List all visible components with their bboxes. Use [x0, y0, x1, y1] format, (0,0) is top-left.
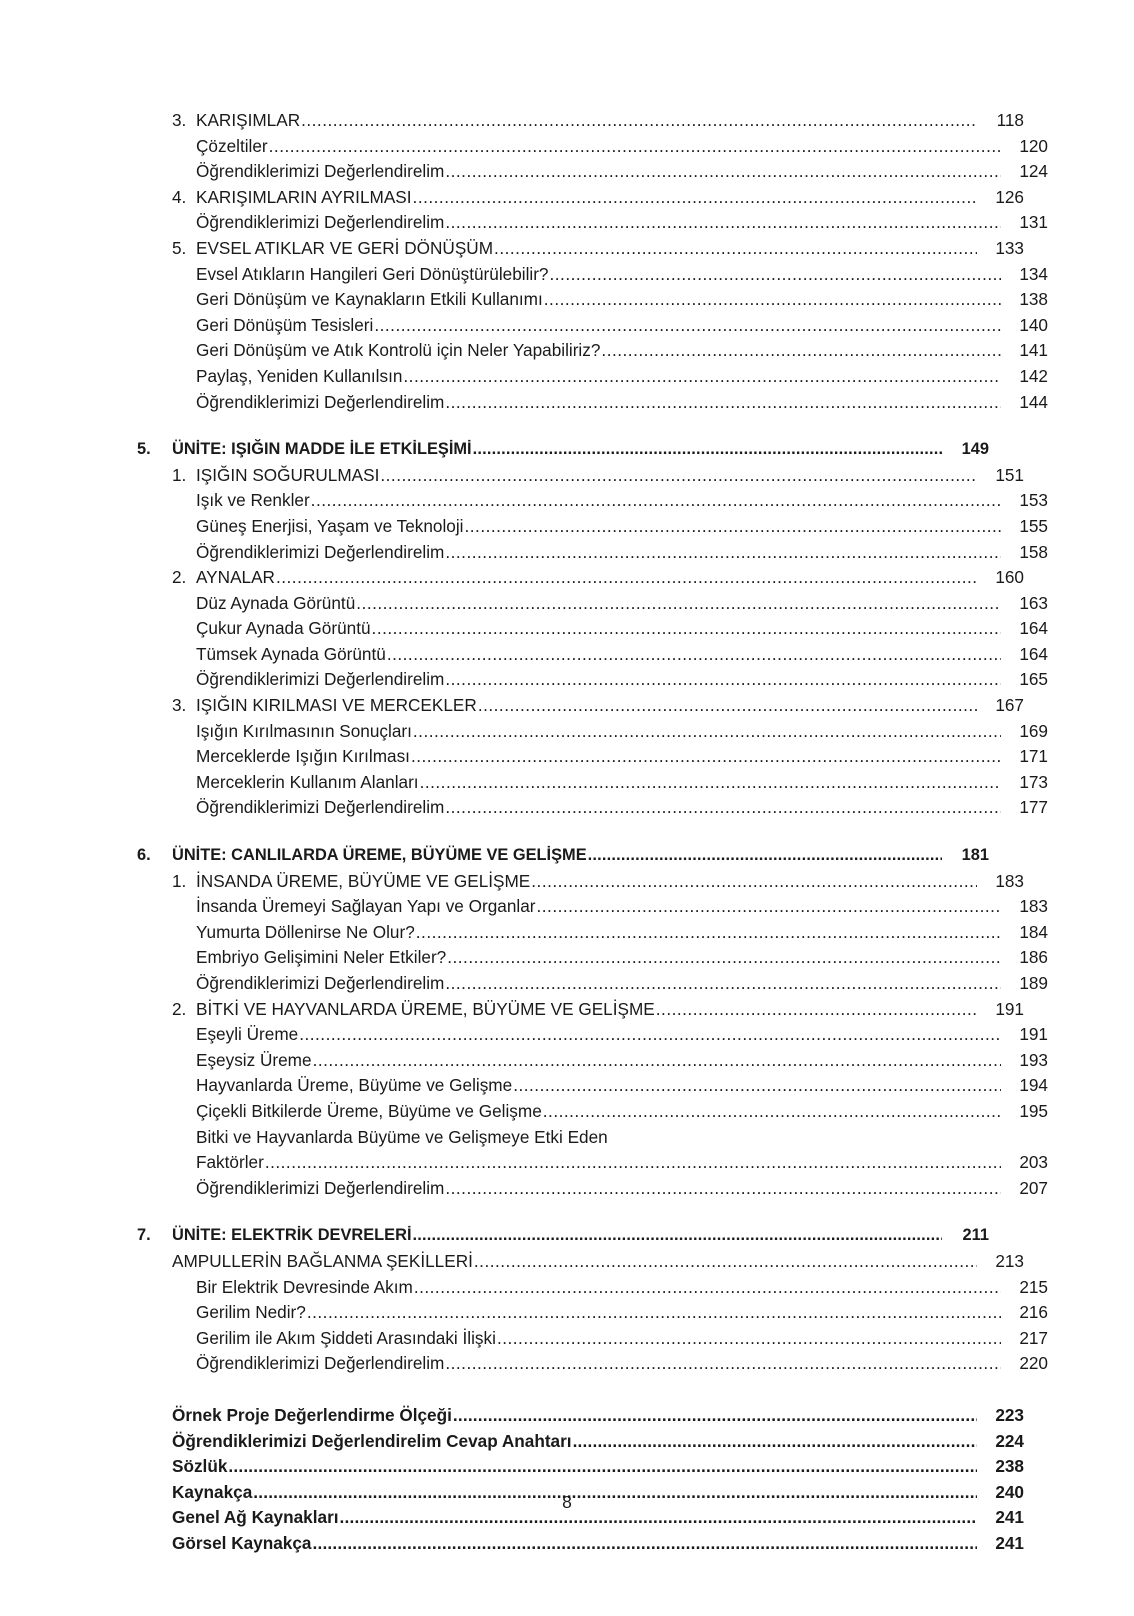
dot-leader: [311, 492, 1001, 509]
toc-entry-page-number: 134: [1019, 263, 1048, 284]
toc-entry[interactable]: [137, 945, 1048, 971]
toc-entry-number: 4.: [172, 186, 187, 207]
toc-entry[interactable]: [137, 565, 1024, 591]
toc-entry-label: Çözeltiler: [196, 135, 268, 156]
toc-entry[interactable]: [137, 463, 1024, 489]
toc-entry-number: 2.: [172, 998, 187, 1019]
dot-leader: [445, 163, 1001, 180]
toc-entry-label: Geri Dönüşüm ve Kaynakların Etkili Kullanımı: [196, 289, 543, 310]
dot-leader: [445, 975, 1001, 992]
toc-entry-label: Öğrendiklerimizi Değerlendirelim: [196, 541, 445, 562]
toc-entry-page-number: 213: [995, 1250, 1024, 1271]
toc-entry[interactable]: [137, 920, 1048, 946]
toc-entry[interactable]: [137, 795, 1048, 821]
toc-entry[interactable]: [137, 364, 1048, 390]
dot-leader: [478, 697, 977, 714]
dot-leader: [588, 847, 942, 863]
dot-leader: [513, 1077, 1001, 1094]
toc-entry[interactable]: [137, 719, 1048, 745]
toc-entry-page-number: 224: [995, 1430, 1024, 1451]
toc-entry-label: Öğrendiklerimizi Değerlendirelim: [196, 391, 445, 412]
dot-leader: [609, 1125, 1001, 1142]
section-spacer: [137, 1201, 989, 1223]
toc-entry-label: Bir Elektrik Devresinde Akım: [196, 1276, 413, 1297]
toc-entry[interactable]: [137, 770, 1048, 796]
toc-entry-page-number: 140: [1019, 314, 1048, 335]
toc-entry[interactable]: [137, 390, 1048, 416]
toc-entry-label: Evsel Atıkların Hangileri Geri Dönüştürülebilir?: [196, 263, 549, 284]
toc-entry-number: 5.: [137, 440, 151, 459]
toc-entry[interactable]: [137, 894, 1048, 920]
toc-entry-number: 5.: [172, 237, 187, 258]
toc-entry-label: Gerilim ile Akım Şiddeti Arasındaki İlişki: [196, 1327, 496, 1348]
dot-leader: [445, 394, 1001, 411]
toc-entry[interactable]: [137, 1099, 1048, 1125]
toc-entry-page-number: 195: [1019, 1100, 1048, 1121]
toc-entry-page-number: 165: [1019, 669, 1048, 690]
dot-leader: [269, 138, 1001, 155]
toc-entry[interactable]: [137, 210, 1048, 236]
dot-leader: [313, 1535, 978, 1552]
toc-entry-label: Işığın Kırılmasının Sonuçları: [196, 720, 412, 741]
toc-entry-number: 2.: [172, 567, 187, 588]
toc-entry[interactable]: [137, 488, 1048, 514]
toc-entry-label: Embriyo Gelişimini Neler Etkiler?: [196, 947, 447, 968]
toc-entry-label: Hayvanlarda Üreme, Büyüme ve Gelişme: [196, 1075, 513, 1096]
toc-entry-label: IŞIĞIN KIRILMASI VE MERCEKLER: [196, 695, 477, 716]
toc-entry[interactable]: [137, 185, 1024, 211]
toc-entry[interactable]: [137, 540, 1048, 566]
toc-entry-label: EVSEL ATIKLAR VE GERİ DÖNÜŞÜM: [196, 237, 494, 258]
toc-entry-label: KARIŞIMLAR: [196, 110, 301, 130]
dot-leader: [445, 799, 1001, 816]
toc-entry-page-number: 189: [1019, 973, 1048, 993]
dot-leader: [465, 518, 1002, 535]
toc-entry-label: Kaynakça: [172, 1481, 253, 1502]
toc-entry[interactable]: [137, 1454, 1024, 1480]
toc-entry[interactable]: [137, 1176, 1048, 1202]
dot-leader: [531, 873, 977, 890]
toc-entry[interactable]: [137, 1150, 1048, 1176]
dot-leader: [445, 671, 1001, 688]
dot-leader: [307, 1304, 1001, 1321]
toc-entry-page-number: 169: [1019, 720, 1048, 741]
toc-entry[interactable]: [137, 744, 1048, 770]
toc-entry-label: Sözlük: [172, 1456, 228, 1477]
toc-entry-page-number: 211: [962, 1226, 989, 1245]
toc-entry-label: Öğrendiklerimizi Değerlendirelim: [196, 797, 445, 818]
toc-entry-page-number: 191: [995, 998, 1024, 1019]
toc-entry-page-number: 155: [1019, 515, 1048, 536]
toc-entry[interactable]: [137, 1073, 1048, 1099]
toc-entry-page-number: 177: [1019, 797, 1048, 818]
dot-leader: [474, 1253, 977, 1270]
dot-leader: [445, 214, 1001, 231]
toc-entry-label: Işık ve Renkler: [196, 490, 310, 511]
dot-leader: [497, 1330, 1001, 1347]
dot-leader: [413, 1227, 943, 1243]
dot-leader: [494, 240, 977, 257]
toc-entry[interactable]: [137, 1429, 1024, 1455]
toc-entry-page-number: 120: [1019, 135, 1048, 156]
toc-entry-label: Öğrendiklerimizi Değerlendirelim: [196, 973, 445, 993]
dot-leader: [453, 1407, 977, 1424]
toc-entry-page-number: 118: [996, 110, 1024, 130]
toc-entry[interactable]: [137, 869, 1024, 895]
dot-leader: [601, 342, 1001, 359]
toc-entry-label: Güneş Enerjisi, Yaşam ve Teknoloji: [196, 515, 464, 536]
toc-entry[interactable]: [137, 693, 1024, 719]
toc-entry-page-number: 171: [1019, 746, 1048, 767]
dot-leader: [387, 646, 1001, 663]
toc-entry-page-number: 124: [1019, 161, 1048, 182]
toc-entry-label: Faktörler: [196, 1152, 264, 1173]
toc-entry-page-number: 220: [1019, 1353, 1048, 1374]
toc-entry-number: 1.: [172, 870, 187, 891]
toc-entry-page-number: 167: [995, 695, 1024, 716]
toc-entry-page-number: 160: [995, 567, 1024, 588]
toc-entry-label: Bitki ve Hayvanlarda Büyüme ve Gelişmeye Etki Eden: [196, 1126, 608, 1147]
dot-leader: [543, 1103, 1001, 1120]
toc-entry-label: Eşeysiz Üreme: [196, 1049, 312, 1070]
dot-leader: [313, 1052, 1001, 1069]
toc-entry-label: İNSANDA ÜREME, BÜYÜME VE GELİŞME: [196, 870, 531, 891]
toc-entry[interactable]: [137, 287, 1048, 313]
toc-entry-page-number: 173: [1019, 771, 1048, 792]
toc-entry-label: Gerilim Nedir?: [196, 1302, 306, 1323]
toc-entry-number: 3.: [172, 695, 187, 716]
toc-entry-number: 1.: [172, 464, 187, 485]
toc-entry-page-number: 144: [1019, 391, 1048, 412]
toc-entry-label: Öğrendiklerimizi Değerlendirelim: [196, 1353, 445, 1374]
dot-leader: [445, 544, 1001, 561]
toc-entry[interactable]: [137, 338, 1048, 364]
toc-entry-page-number: 151: [995, 464, 1024, 485]
toc-entry-page-number: 149: [961, 440, 989, 459]
toc-entry-number: 3.: [172, 110, 187, 130]
toc-entry-page-number: 183: [995, 870, 1024, 891]
dot-leader: [413, 189, 977, 206]
toc-entry[interactable]: [137, 1326, 1048, 1352]
toc-entry-page-number: 184: [1019, 921, 1048, 942]
toc-entry[interactable]: [137, 514, 1048, 540]
toc-entry-label: AMPULLERİN BAĞLANMA ŞEKİLLERİ: [172, 1250, 473, 1271]
toc-entry-page-number: 238: [995, 1456, 1024, 1477]
dot-leader: [445, 1355, 1001, 1372]
toc-entry[interactable]: [137, 134, 1048, 160]
toc-entry[interactable]: [137, 1048, 1048, 1074]
dot-leader: [411, 748, 1001, 765]
section-spacer: [137, 821, 989, 843]
toc-entry-label: Düz Aynada Görüntü: [196, 592, 356, 613]
toc-entry-page-number: 133: [995, 237, 1024, 258]
dot-leader: [403, 368, 1001, 385]
toc-entry-page-number: 241: [995, 1507, 1024, 1528]
toc-entry-page-number: 138: [1019, 289, 1048, 310]
dot-leader: [656, 1001, 977, 1018]
toc-entry-label: Çiçekli Bitkilerde Üreme, Büyüme ve Gelişme: [196, 1100, 542, 1121]
toc-entry[interactable]: [137, 1249, 1024, 1275]
toc-entry[interactable]: [137, 1125, 1048, 1151]
dot-leader: [544, 291, 1001, 308]
dot-leader: [445, 1180, 1001, 1197]
toc-entry-page-number: 126: [995, 186, 1024, 207]
dot-leader: [374, 317, 1001, 334]
toc-entry-label: Geri Dönüşüm Tesisleri: [196, 314, 374, 335]
toc-entry[interactable]: [137, 642, 1048, 668]
toc-entry-page-number: 142: [1019, 365, 1048, 386]
toc-entry[interactable]: [137, 1351, 1048, 1377]
toc-entry-label: Öğrendiklerimizi Değerlendirelim Cevap Anahtarı: [172, 1430, 572, 1451]
toc-entry-label: İnsanda Üremeyi Sağlayan Yapı ve Organlar: [196, 896, 536, 917]
toc-entry[interactable]: [137, 159, 1048, 185]
toc-entry-label: Eşeyli Üreme: [196, 1024, 299, 1045]
toc-entry[interactable]: [137, 262, 1048, 288]
dot-leader: [276, 569, 977, 586]
toc-entry-page-number: 163: [1019, 592, 1048, 613]
toc-entry-label: Çukur Aynada Görüntü: [196, 618, 371, 639]
toc-entry-label: Geri Dönüşüm ve Atık Kontrolü için Neler Yapabiliriz?: [196, 340, 601, 361]
toc-entry[interactable]: [137, 1531, 1024, 1557]
toc-entry-label: Öğrendiklerimizi Değerlendirelim: [196, 161, 445, 182]
toc-entry-page-number: 158: [1019, 541, 1048, 562]
dot-leader: [301, 112, 977, 129]
dot-leader: [413, 723, 1001, 740]
toc-entry-page-number: 241: [995, 1532, 1024, 1553]
dot-leader: [372, 620, 1001, 637]
section-spacer: [137, 415, 989, 437]
toc-entry-label: IŞIĞIN SOĞURULMASI: [196, 464, 380, 485]
toc-entry-label: Paylaş, Yeniden Kullanılsın: [196, 365, 403, 386]
toc-entry-page-number: 153: [1019, 490, 1048, 511]
toc-entry[interactable]: [137, 1223, 989, 1249]
toc-entry-label: Öğrendiklerimizi Değerlendirelim: [196, 1177, 445, 1198]
dot-leader: [380, 467, 977, 484]
toc-entry[interactable]: [137, 591, 1048, 617]
dot-leader: [416, 924, 1001, 941]
dot-leader: [414, 1279, 1001, 1296]
toc-entry-label: Tümsek Aynada Görüntü: [196, 643, 386, 664]
page-folio: 8: [562, 1492, 572, 1512]
toc-entry[interactable]: [137, 616, 1048, 642]
toc-entry[interactable]: [137, 236, 1024, 262]
dot-leader: [537, 898, 1002, 915]
toc-entry-label: Öğrendiklerimizi Değerlendirelim: [196, 212, 445, 233]
dot-leader: [473, 441, 942, 457]
toc-entry[interactable]: [137, 1403, 1024, 1429]
table-of-contents: [137, 108, 1048, 1556]
toc-entry-label: ÜNİTE: IŞIĞIN MADDE İLE ETKİLEŞİMİ: [172, 440, 472, 459]
toc-entry[interactable]: [137, 843, 989, 869]
dot-leader: [356, 595, 1001, 612]
toc-entry[interactable]: [137, 1275, 1048, 1301]
toc-entry-number: 7.: [137, 1226, 151, 1245]
toc-entry[interactable]: [137, 997, 1024, 1023]
toc-entry-label: KARIŞIMLARIN AYRILMASI: [196, 186, 412, 207]
toc-entry-page-number: 181: [961, 846, 989, 865]
dot-leader: [228, 1458, 977, 1475]
toc-entry[interactable]: [137, 1022, 1048, 1048]
section-spacer: [137, 1377, 989, 1403]
dot-leader: [420, 774, 1001, 791]
toc-entry-label: Örnek Proje Değerlendirme Ölçeği: [172, 1404, 452, 1425]
toc-entry-page-number: 217: [1019, 1327, 1048, 1348]
toc-entry-page-number: 240: [995, 1481, 1024, 1502]
toc-entry-label: Merceklerde Işığın Kırılması: [196, 746, 410, 767]
toc-entry-label: Genel Ağ Kaynakları: [172, 1507, 339, 1528]
toc-entry-label: ÜNİTE: CANLILARDA ÜREME, BÜYÜME VE GELİŞME: [172, 846, 587, 865]
dot-leader: [299, 1026, 1001, 1043]
toc-entry-label: BİTKİ VE HAYVANLARDA ÜREME, BÜYÜME VE GELİŞME: [196, 998, 655, 1019]
toc-entry[interactable]: [137, 313, 1048, 339]
toc-entry-page-number: 216: [1019, 1302, 1048, 1323]
toc-entry-page-number: 207: [1019, 1177, 1048, 1198]
toc-entry[interactable]: [137, 971, 1048, 997]
toc-entry-label: Yumurta Döllenirse Ne Olur?: [196, 921, 415, 942]
toc-entry-number: 6.: [137, 846, 151, 865]
dot-leader: [265, 1154, 1001, 1171]
toc-entry-page-number: 164: [1019, 618, 1048, 639]
toc-entry[interactable]: [137, 437, 989, 463]
toc-entry-page-number: 131: [1019, 212, 1048, 233]
toc-entry-label: Görsel Kaynakça: [172, 1532, 312, 1553]
toc-entry-page-number: 223: [995, 1404, 1024, 1425]
dot-leader: [447, 949, 1001, 966]
toc-entry-page-number: 215: [1019, 1276, 1048, 1297]
toc-entry-label: Öğrendiklerimizi Değerlendirelim: [196, 669, 445, 690]
toc-entry[interactable]: [137, 1300, 1048, 1326]
toc-entry-page-number: 164: [1019, 643, 1048, 664]
toc-entry-page-number: 194: [1019, 1075, 1048, 1096]
toc-entry-page-number: 186: [1019, 947, 1048, 968]
toc-entry-page-number: 183: [1019, 896, 1048, 917]
toc-entry-page-number: 141: [1019, 340, 1048, 361]
toc-entry[interactable]: [137, 108, 1024, 134]
toc-entry[interactable]: [137, 667, 1048, 693]
dot-leader: [550, 266, 1002, 283]
toc-entry-page-number: 203: [1019, 1152, 1048, 1173]
toc-entry-page-number: 191: [1019, 1024, 1048, 1045]
toc-entry-label: Merceklerin Kullanım Alanları: [196, 771, 419, 792]
dot-leader: [573, 1433, 977, 1450]
toc-entry-label: AYNALAR: [196, 567, 275, 588]
toc-entry-page-number: 193: [1019, 1049, 1048, 1070]
toc-entry-label: ÜNİTE: ELEKTRİK DEVRELERİ: [172, 1226, 412, 1245]
